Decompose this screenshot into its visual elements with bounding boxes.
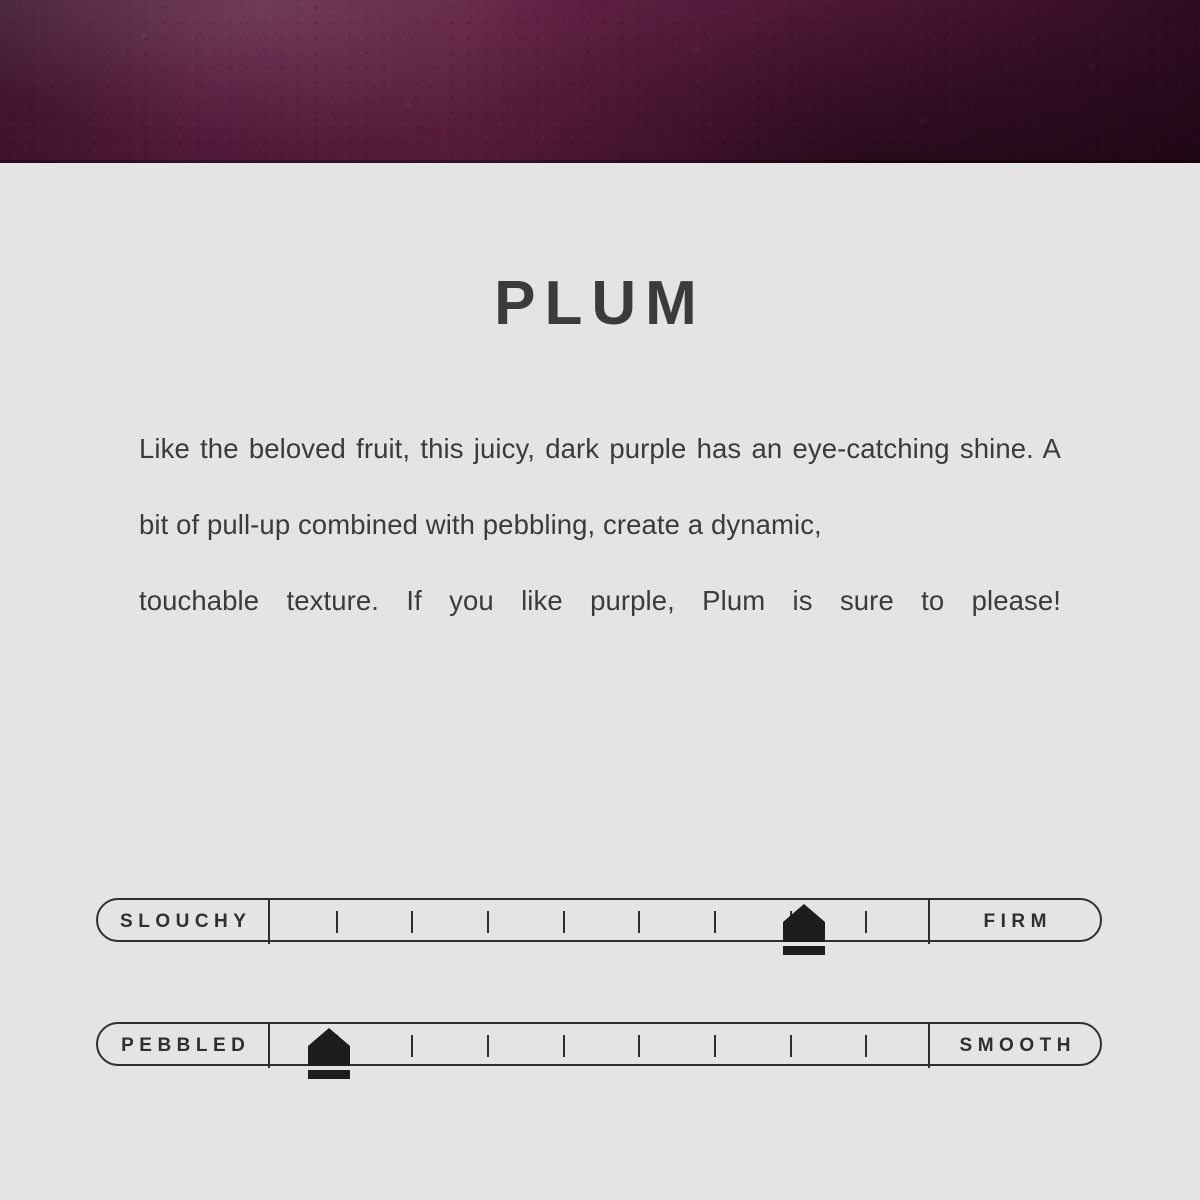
marker-head-icon (783, 904, 825, 922)
slider-tick (638, 1035, 640, 1057)
marker-body (308, 1046, 350, 1066)
description-line-3: touchable texture. If you like purple, Plum is sure to please! (139, 585, 1061, 616)
slider-tick (487, 911, 489, 933)
slider-right-label: FIRM (928, 900, 1100, 944)
slider-ticks (270, 900, 928, 944)
slider-pebbled-smooth[interactable] (96, 1022, 1104, 1068)
marker-head-icon (308, 1028, 350, 1046)
slider-tick (865, 1035, 867, 1057)
slider-marker[interactable] (783, 904, 825, 955)
slider-track[interactable] (96, 898, 1102, 942)
slider-tick (865, 911, 867, 933)
slider-tick (790, 1035, 792, 1057)
slider-ticks (270, 1024, 928, 1068)
swatch-bottom-edge (0, 160, 1200, 163)
description-line-1: Like the beloved fruit, this juicy, dark purple has an eye-catching (139, 433, 950, 464)
slider-right-label: SMOOTH (928, 1024, 1100, 1068)
slider-left-label: SLOUCHY (98, 900, 270, 944)
slider-tick (563, 911, 565, 933)
slider-tick (714, 1035, 716, 1057)
color-description (139, 411, 1061, 639)
description-line-2: shine. A bit of pull-up combined with pebbling, create a dynamic, (139, 433, 1061, 540)
slider-marker[interactable] (308, 1028, 350, 1079)
plum-leather-swatch (0, 0, 1200, 163)
slider-tick (563, 1035, 565, 1057)
slider-tick (411, 911, 413, 933)
slider-tick (411, 1035, 413, 1057)
marker-base (308, 1070, 350, 1079)
marker-base (783, 946, 825, 955)
slider-slouchy-firm[interactable] (96, 898, 1104, 944)
slider-track[interactable] (96, 1022, 1102, 1066)
page-title: PLUM (494, 269, 706, 338)
slider-left-label: PEBBLED (98, 1024, 270, 1068)
slider-tick (714, 911, 716, 933)
slider-tick (487, 1035, 489, 1057)
slider-tick (638, 911, 640, 933)
marker-body (783, 922, 825, 942)
leather-sheen-overlay (0, 0, 1200, 163)
texture-scales (0, 898, 1200, 1068)
slider-tick (336, 911, 338, 933)
